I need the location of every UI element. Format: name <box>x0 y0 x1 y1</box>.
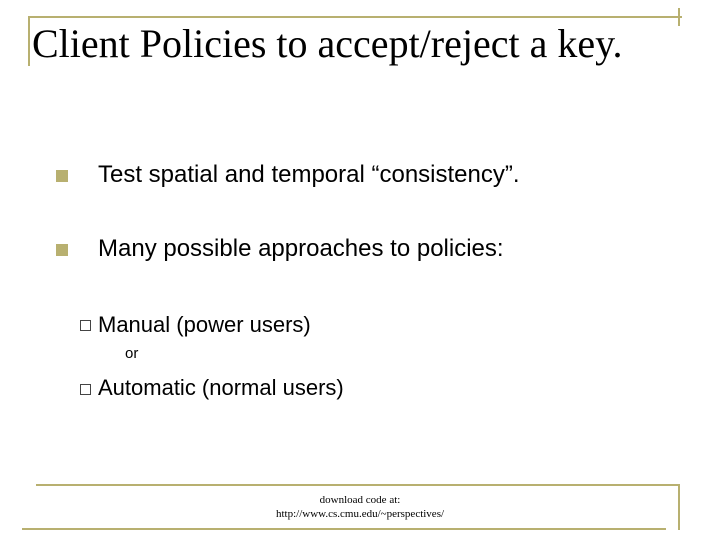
sub-bullet-text-manual: Manual (power users) <box>98 312 311 337</box>
hollow-square-bullet-icon <box>80 320 91 331</box>
bullet-text-approaches: Many possible approaches to policies: <box>98 235 504 262</box>
footer-note <box>200 493 520 521</box>
sub-bullet-text-automatic: Automatic (normal users) <box>98 375 344 400</box>
footer-url-link[interactable]: http://www.cs.cmu.edu/~perspectives/ <box>275 508 445 520</box>
bullet-text-consistency: Test spatial and temporal “consistency”. <box>98 161 520 188</box>
footer-frame-tick <box>678 484 680 530</box>
title-frame-tick <box>678 8 680 26</box>
footer-frame-line <box>36 484 680 486</box>
square-bullet-icon <box>56 244 68 256</box>
footer-frame-line-bottom <box>22 528 666 530</box>
connector-text: or <box>125 345 139 362</box>
slide-title: Client Policies to accept/reject a key. <box>32 21 623 66</box>
footer-label: download code at: <box>319 494 401 506</box>
hollow-square-bullet-icon <box>80 384 91 395</box>
square-bullet-icon <box>56 170 68 182</box>
